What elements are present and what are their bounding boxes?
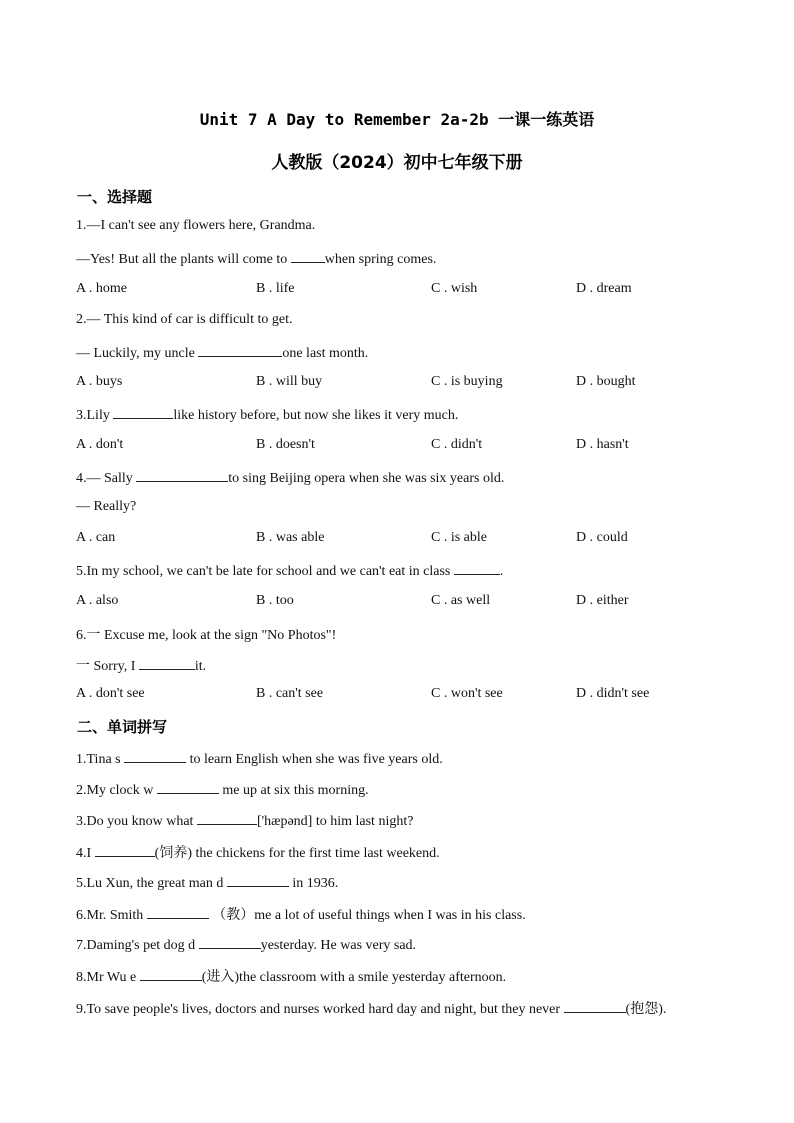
q3-option-b[interactable]: B . doesn't [256, 437, 315, 452]
question-3-line-1: 3.Lily like history before, but now she likes it very much. [76, 405, 458, 424]
spelling-item-7: 7.Daming's pet dog d yesterday. He was very sad. [76, 935, 416, 954]
question-5-line-1: 5.In my school, we can't be late for school and we can't eat in class . [76, 561, 503, 580]
q5-option-a[interactable]: A . also [76, 593, 119, 608]
answer-blank[interactable] [139, 656, 195, 670]
q3-option-a[interactable]: A . don't [76, 437, 124, 452]
q5-option-c[interactable]: C . as well [431, 593, 491, 608]
q6-option-d[interactable]: D . didn't see [576, 686, 650, 701]
answer-blank[interactable] [140, 967, 202, 981]
question-4-line-2: — Really? [76, 499, 137, 514]
spelling-item-6: 6.Mr. Smith （教）me a lot of useful things when I was in his class. [76, 904, 526, 924]
q1-option-a[interactable]: A . home [76, 281, 127, 296]
section-heading-choice: 一、选择题 [77, 188, 153, 206]
question-2-line-1: 2.— This kind of car is difficult to get. [76, 312, 293, 327]
question-6-line-1: 6.一 Excuse me, look at the sign "No Photos"! [76, 628, 337, 643]
question-1-line-1: 1.—I can't see any flowers here, Grandma. [76, 218, 316, 233]
spelling-item-1: 1.Tina s to learn English when she was five years old. [76, 749, 443, 768]
q5-option-b[interactable]: B . too [256, 593, 294, 608]
q3-option-c[interactable]: C . didn't [431, 437, 483, 452]
q2-option-c[interactable]: C . is buying [431, 374, 503, 389]
q4-option-a[interactable]: A . can [76, 530, 116, 545]
answer-blank[interactable] [227, 873, 289, 887]
section-heading-spelling: 二、单词拼写 [77, 718, 168, 736]
question-2-line-2: — Luckily, my uncle one last month. [76, 343, 368, 362]
spelling-item-5: 5.Lu Xun, the great man d in 1936. [76, 873, 338, 892]
answer-blank[interactable] [199, 935, 261, 949]
q4-option-b[interactable]: B . was able [256, 530, 325, 545]
worksheet-subtitle: 人教版（2024）初中七年级下册 [271, 153, 523, 173]
q6-option-b[interactable]: B . can't see [256, 686, 324, 701]
q2-option-b[interactable]: B . will buy [256, 374, 323, 389]
answer-blank[interactable] [454, 561, 500, 575]
answer-blank[interactable] [197, 811, 257, 825]
answer-blank[interactable] [147, 905, 209, 919]
answer-blank[interactable] [198, 343, 282, 357]
answer-blank[interactable] [291, 249, 325, 263]
spelling-item-2: 2.My clock w me up at six this morning. [76, 780, 369, 799]
q6-option-a[interactable]: A . don't see [76, 686, 145, 701]
q2-option-d[interactable]: D . bought [576, 374, 636, 389]
answer-blank[interactable] [564, 999, 626, 1013]
q4-option-c[interactable]: C . is able [431, 530, 487, 545]
q4-option-d[interactable]: D . could [576, 530, 628, 545]
question-1-line-2: —Yes! But all the plants will come to when spring comes. [76, 249, 436, 268]
q1-option-d[interactable]: D . dream [576, 281, 632, 296]
question-4-line-1: 4.— Sally to sing Beijing opera when she was six years old. [76, 468, 504, 487]
answer-blank[interactable] [124, 749, 186, 763]
spelling-item-9: 9.To save people's lives, doctors and nurses worked hard day and night, but they never (抱怨). [76, 998, 666, 1018]
spelling-item-4: 4.I (饲养) the chickens for the first time last weekend. [76, 842, 440, 862]
answer-blank[interactable] [113, 405, 173, 419]
q3-option-d[interactable]: D . hasn't [576, 437, 629, 452]
q6-option-c[interactable]: C . won't see [431, 686, 503, 701]
q1-option-b[interactable]: B . life [256, 281, 295, 296]
q2-option-a[interactable]: A . buys [76, 374, 123, 389]
answer-blank[interactable] [136, 468, 228, 482]
answer-blank[interactable] [157, 780, 219, 794]
spelling-item-3: 3.Do you know what ['hæpənd] to him last night? [76, 811, 413, 830]
q1-option-c[interactable]: C . wish [431, 281, 478, 296]
answer-blank[interactable] [95, 843, 155, 857]
worksheet-title: Unit 7 A Day to Remember 2a-2b 一课一练英语 [199, 110, 595, 129]
spelling-item-8: 8.Mr Wu e (进入)the classroom with a smile yesterday afternoon. [76, 966, 506, 986]
q5-option-d[interactable]: D . either [576, 593, 629, 608]
question-6-line-2: 一 Sorry, I it. [76, 655, 206, 675]
